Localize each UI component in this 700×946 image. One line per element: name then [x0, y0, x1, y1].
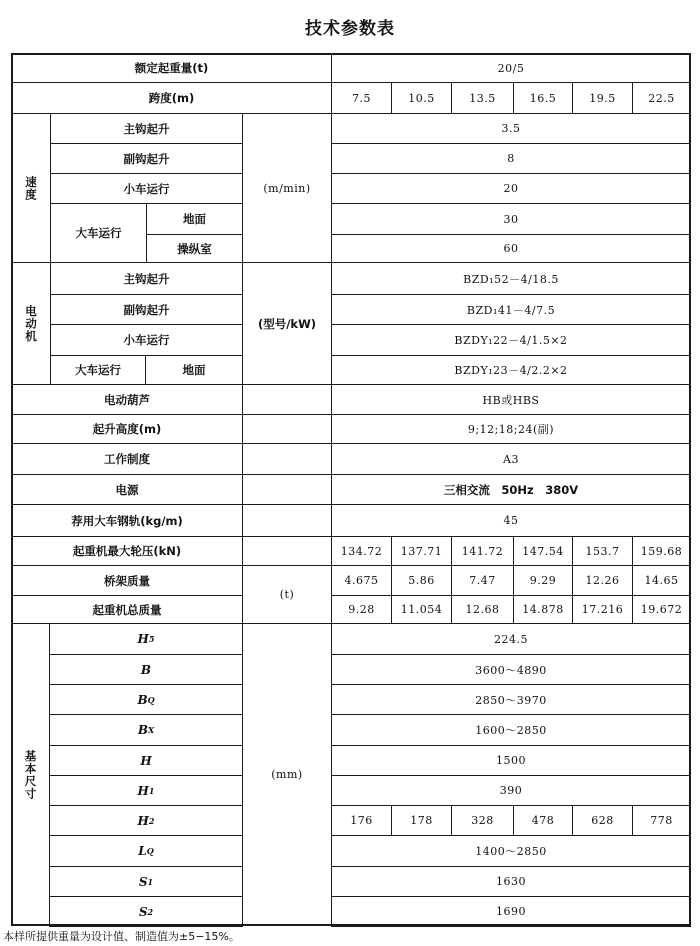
- dimension-value: 390: [331, 775, 691, 806]
- rail-label: 荐用大车钢轨(kg/m): [11, 504, 243, 537]
- dimension-value: 1630: [331, 866, 691, 897]
- hoist-unit: [242, 384, 332, 415]
- duty-value: A3: [331, 443, 691, 475]
- dimension-symbol-letter: S: [138, 904, 148, 919]
- max-wheel-load-value: 159.68: [632, 536, 691, 566]
- bridge-mass-value: 7.47: [451, 565, 514, 596]
- rated-load-value: 20/5: [331, 53, 691, 83]
- power-unit: [242, 474, 332, 505]
- speed-main-hoist-value: 3.5: [331, 113, 691, 144]
- dimension-value: 328: [451, 805, 514, 836]
- motor-aux-hoist-value: BZD₁41－4/7.5: [331, 294, 691, 325]
- dimension-symbol: [49, 775, 243, 806]
- dimension-symbol-letter: B: [137, 723, 148, 737]
- bridge-mass-value: 9.29: [513, 565, 573, 596]
- motor-main-hoist-value: BZD₁52－4/18.5: [331, 262, 691, 295]
- motor-trolley-value: BZDY₁22－4/1.5×2: [331, 324, 691, 356]
- dimension-symbol-subscript: 5: [148, 634, 155, 644]
- dimension-symbol-letter: S: [138, 874, 148, 889]
- dimension-symbol-subscript: 2: [147, 906, 154, 917]
- dimension-value: 2850～3970: [331, 684, 691, 715]
- bridge-mass-value: 12.26: [572, 565, 633, 596]
- hoist-label: 电动葫芦: [11, 384, 243, 415]
- total-mass-value: 12.68: [451, 595, 514, 624]
- speed-aux-hoist-value: 8: [331, 143, 691, 174]
- total-mass-value: 9.28: [331, 595, 392, 624]
- speed-ground-label: 地面: [146, 203, 243, 235]
- hoist-value: HB或HBS: [331, 384, 691, 415]
- speed-aux-hoist-label: 副钩起升: [50, 143, 243, 174]
- mass-unit: (t): [242, 565, 332, 624]
- dimension-value: 778: [632, 805, 691, 836]
- max-wheel-load-value: 147.54: [513, 536, 573, 566]
- total-mass-label: 起重机总质量: [11, 595, 243, 624]
- speed-unit: (m/min): [242, 113, 332, 263]
- duty-label: 工作制度: [11, 443, 243, 475]
- total-mass-value: 17.216: [572, 595, 633, 624]
- dimension-symbol: [49, 654, 243, 685]
- dimension-value: 224.5: [331, 623, 691, 655]
- dimension-symbol-subscript: Q: [146, 846, 154, 856]
- dimension-symbol: [49, 835, 243, 867]
- dimension-symbol-subscript: 2: [148, 815, 155, 826]
- dimension-value: 1600～2850: [331, 714, 691, 746]
- footnote: 本样所提供重量为设计值、制造值为±5−15%。: [3, 930, 240, 943]
- bridge-mass-value: 14.65: [632, 565, 691, 596]
- motor-main-hoist-label: 主钩起升: [50, 262, 243, 295]
- dimension-symbol-letter: H: [137, 813, 149, 828]
- lift-height-value: 9;12;18;24(副): [331, 414, 691, 444]
- speed-main-hoist-label: 主钩起升: [50, 113, 243, 144]
- motor-crane-travel-label: 大车运行: [50, 355, 146, 385]
- dimensions-group-label: [11, 623, 50, 926]
- speed-ground-value: 30: [331, 203, 691, 235]
- span-label: 跨度(m): [11, 82, 332, 114]
- total-mass-value: 11.054: [391, 595, 452, 624]
- speed-crane-travel-label: 大车运行: [50, 203, 147, 263]
- speed-group-text: 速度: [24, 175, 38, 201]
- speed-trolley-label: 小车运行: [50, 173, 243, 204]
- motor-group-label: [11, 262, 51, 385]
- motor-trolley-label: 小车运行: [50, 324, 243, 356]
- span-value: 7.5: [331, 82, 392, 114]
- max-wheel-load-unit: [242, 536, 332, 566]
- dimension-symbol-letter: L: [138, 844, 147, 858]
- dimension-value: 176: [331, 805, 392, 836]
- max-wheel-load-value: 134.72: [331, 536, 392, 566]
- motor-ground-label: 地面: [145, 355, 243, 385]
- bridge-mass-value: 5.86: [391, 565, 452, 596]
- page-title: 技术参数表: [305, 19, 395, 39]
- bridge-mass-value: 4.675: [331, 565, 392, 596]
- dimension-value: 1690: [331, 896, 691, 927]
- speed-trolley-value: 20: [331, 173, 691, 204]
- motor-unit: (型号/kW): [242, 262, 332, 385]
- dimension-symbol-letter: B: [137, 692, 148, 707]
- dimension-symbol-subscript: X: [147, 725, 155, 735]
- dimension-symbol: [49, 714, 243, 746]
- dimensions-group-text: 基本尺寸: [23, 749, 38, 800]
- dimension-value: 478: [513, 805, 573, 836]
- rated-load-label: 额定起重量(t): [11, 53, 332, 83]
- dimension-symbol: [49, 745, 243, 776]
- span-value: 16.5: [513, 82, 573, 114]
- total-mass-value: 14.878: [513, 595, 573, 624]
- dimension-symbol: [49, 684, 243, 715]
- speed-cabin-label: 操纵室: [146, 234, 243, 263]
- dimension-symbol: [49, 623, 243, 655]
- dimension-symbol-letter: H: [137, 783, 149, 798]
- motor-aux-hoist-label: 副钩起升: [50, 294, 243, 325]
- speed-group-label: [11, 113, 51, 263]
- span-value: 19.5: [572, 82, 633, 114]
- dimension-symbol: [49, 896, 243, 927]
- max-wheel-load-label: 起重机最大轮压(kN): [11, 536, 243, 566]
- dimension-symbol-letter: B: [140, 662, 152, 677]
- rail-unit: [242, 504, 332, 537]
- max-wheel-load-value: 153.7: [572, 536, 633, 566]
- dimension-value: 178: [391, 805, 452, 836]
- dimension-symbol-letter: H: [140, 753, 152, 768]
- lift-height-unit: [242, 414, 332, 444]
- span-value: 10.5: [391, 82, 452, 114]
- total-mass-value: 19.672: [632, 595, 691, 624]
- power-value: 三相交流 50Hz 380V: [331, 474, 691, 505]
- dimension-value: 628: [572, 805, 633, 836]
- motor-crane-travel-value: BZDY₁23－4/2.2×2: [331, 355, 691, 385]
- dimension-symbol-subscript: 1: [147, 876, 154, 887]
- speed-cabin-value: 60: [331, 234, 691, 263]
- bridge-mass-label: 桥架质量: [11, 565, 243, 596]
- rail-value: 45: [331, 504, 691, 537]
- span-value: 13.5: [451, 82, 514, 114]
- dimension-symbol: [49, 805, 243, 836]
- power-label: 电源: [11, 474, 243, 505]
- dimensions-unit: (mm): [242, 623, 332, 926]
- duty-unit: [242, 443, 332, 475]
- lift-height-label: 起升高度(m): [11, 414, 243, 444]
- dimension-value: 1500: [331, 745, 691, 776]
- dimension-symbol-subscript: 1: [148, 785, 155, 796]
- motor-group-text: 电动机: [24, 304, 38, 343]
- max-wheel-load-value: 141.72: [451, 536, 514, 566]
- span-value: 22.5: [632, 82, 691, 114]
- dimension-symbol-subscript: Q: [147, 694, 155, 705]
- dimension-value: 3600～4890: [331, 654, 691, 685]
- dimension-symbol: [49, 866, 243, 897]
- max-wheel-load-value: 137.71: [391, 536, 452, 566]
- dimension-value: 1400～2850: [331, 835, 691, 867]
- dimension-symbol-letter: H: [137, 632, 149, 646]
